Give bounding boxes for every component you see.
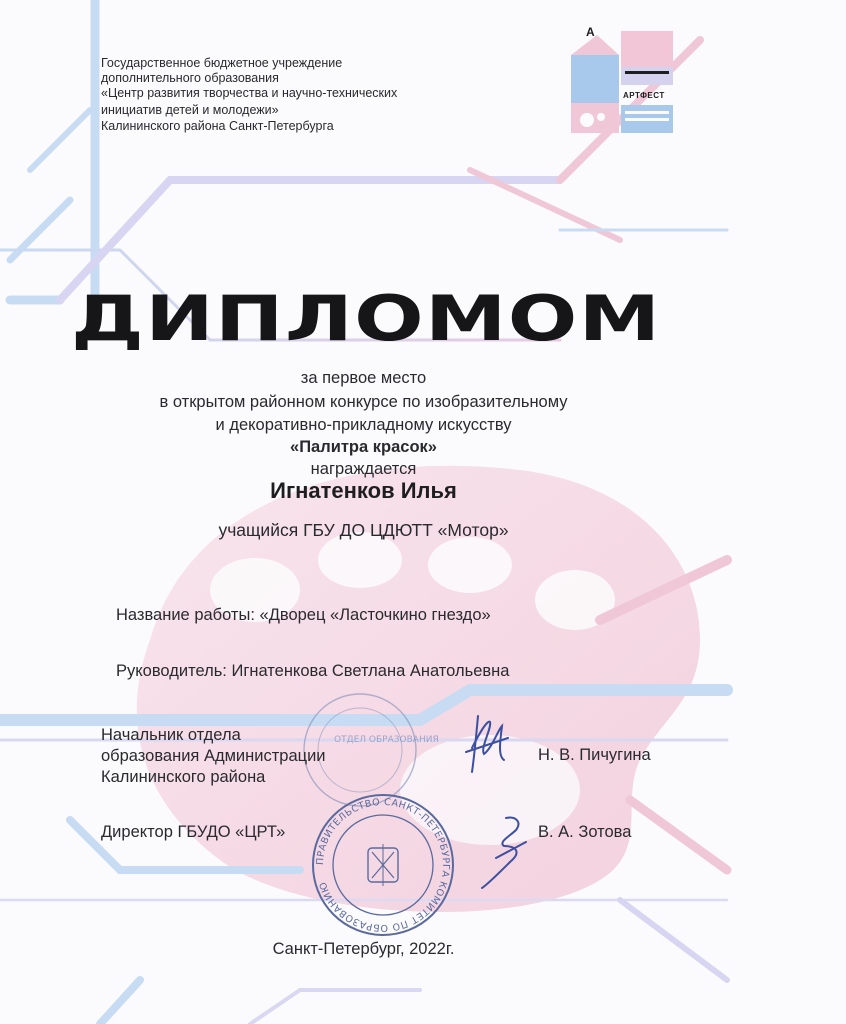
- logo-caption: АРТФЕСТ: [623, 91, 665, 100]
- stamp-text: ОТДЕЛ ОБРАЗОВАНИЯ: [334, 735, 439, 745]
- handwritten-signature: [476, 812, 536, 892]
- org-line: дополнительного образования: [101, 71, 279, 85]
- award-reason-line: и декоративно-прикладному искусству: [215, 416, 512, 434]
- signer-name: В. А. Зотова: [538, 823, 632, 841]
- contest-name: «Палитра красок»: [290, 438, 437, 456]
- signer-position: Калининского района: [101, 768, 266, 786]
- org-line: инициатив детей и молодежи»: [101, 103, 279, 117]
- award-reason-line: в открытом районном конкурсе по изобразительному: [159, 393, 568, 411]
- diploma-title: ДИПЛОМОМ: [70, 282, 662, 355]
- handwritten-signature: [458, 708, 518, 778]
- recipient-name: Игнатенков Илья: [270, 478, 457, 503]
- recipient-info: учащийся ГБУ ДО ЦДЮТТ «Мотор»: [218, 520, 509, 540]
- work-title: Название работы: «Дворец «Ласточкино гнездо»: [116, 606, 491, 624]
- award-reason-line: за первое место: [300, 369, 427, 387]
- stamp-text: ПРАВИТЕЛЬСТВО САНКТ-ПЕТЕРБУРГА КОМИТЕТ ПО ОБРАЗОВАНИЮ: [314, 796, 452, 934]
- signer-name: Н. В. Пичугина: [538, 746, 651, 764]
- logo-letter: А: [586, 25, 595, 39]
- supervisor: Руководитель: Игнатенкова Светлана Анатольевна: [116, 662, 510, 680]
- org-line: Государственное бюджетное учреждение: [101, 56, 343, 70]
- committee-stamp: [308, 790, 458, 940]
- signer-position: Директор ГБУДО «ЦРТ»: [101, 823, 286, 841]
- signer-position: образования Администрации: [101, 747, 326, 765]
- place-and-date: Санкт-Петербург, 2022г.: [272, 940, 455, 958]
- awarded-label: награждается: [310, 460, 417, 478]
- org-line: Калининского района Санкт-Петербурга: [101, 119, 334, 133]
- org-line: «Центр развития творчества и научно-технических: [101, 86, 398, 100]
- artfest-logo: [569, 25, 673, 135]
- signer-position: Начальник отдела: [101, 726, 241, 744]
